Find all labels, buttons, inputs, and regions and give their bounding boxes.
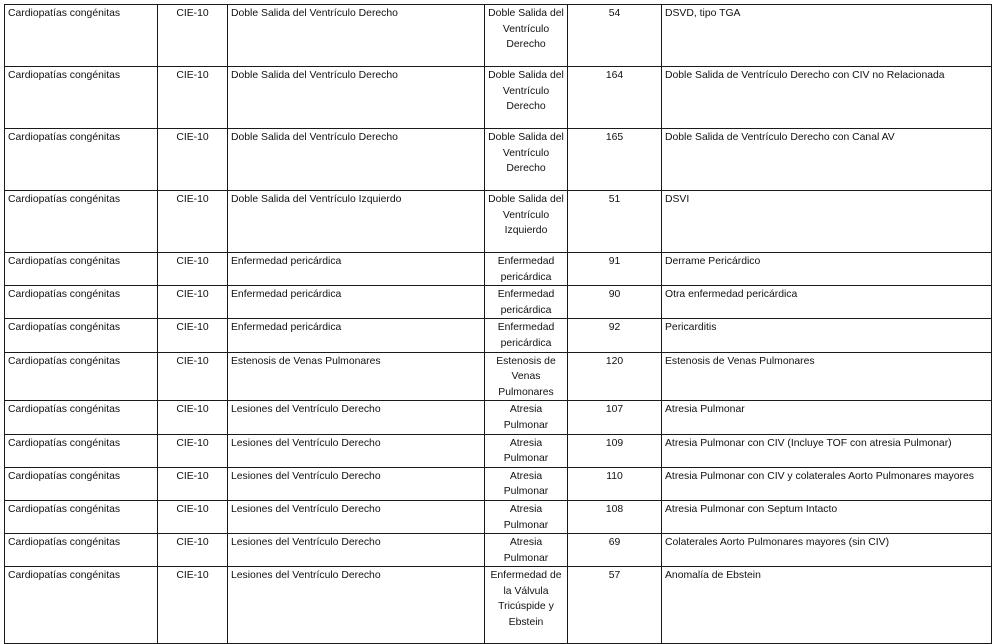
subcategory-cell: Enfermedad pericárdica [485,286,568,319]
group-cell: Cardiopatías congénitas [5,191,158,253]
code-system-cell: CIE-10 [158,534,228,567]
description-cell: Otra enfermedad pericárdica [662,286,992,319]
description-cell: Doble Salida de Ventrículo Derecho con CIV no Relacionada [662,67,992,129]
group-cell: Cardiopatías congénitas [5,434,158,467]
description-cell: Atresia Pulmonar con CIV y colaterales Aorto Pulmonares mayores [662,467,992,500]
subcategory-cell: Atresia Pulmonar [485,534,568,567]
subcategory-cell: Atresia Pulmonar [485,434,568,467]
code-system-cell: CIE-10 [158,129,228,191]
code-cell: 120 [568,352,662,401]
category-cell: Doble Salida del Ventrículo Derecho [228,5,485,67]
code-cell: 51 [568,191,662,253]
diagnosis-table [4,4,992,644]
table-row [5,191,992,253]
subcategory-cell: Enfermedad de la Válvula Tricúspide y Ebstein [485,567,568,644]
group-cell: Cardiopatías congénitas [5,467,158,500]
subcategory-cell: Doble Salida del Ventrículo Derecho [485,129,568,191]
code-cell: 54 [568,5,662,67]
code-cell: 109 [568,434,662,467]
table-row [5,467,992,500]
description-cell: Doble Salida de Ventrículo Derecho con Canal AV [662,129,992,191]
code-cell: 91 [568,253,662,286]
subcategory-cell: Doble Salida del Ventrículo Izquierdo [485,191,568,253]
group-cell: Cardiopatías congénitas [5,253,158,286]
category-cell: Doble Salida del Ventrículo Derecho [228,67,485,129]
subcategory-cell: Doble Salida del Ventrículo Derecho [485,67,568,129]
group-cell: Cardiopatías congénitas [5,286,158,319]
code-system-cell: CIE-10 [158,401,228,434]
subcategory-cell: Enfermedad pericárdica [485,253,568,286]
description-cell: Colaterales Aorto Pulmonares mayores (sin CIV) [662,534,992,567]
code-system-cell: CIE-10 [158,352,228,401]
group-cell: Cardiopatías congénitas [5,5,158,67]
group-cell: Cardiopatías congénitas [5,67,158,129]
code-system-cell: CIE-10 [158,5,228,67]
table-row [5,253,992,286]
category-cell: Lesiones del Ventrículo Derecho [228,567,485,644]
category-cell: Estenosis de Venas Pulmonares [228,352,485,401]
category-cell: Lesiones del Ventrículo Derecho [228,500,485,533]
subcategory-cell: Atresia Pulmonar [485,401,568,434]
category-cell: Lesiones del Ventrículo Derecho [228,401,485,434]
group-cell: Cardiopatías congénitas [5,500,158,533]
subcategory-cell: Estenosis de Venas Pulmonares [485,352,568,401]
code-cell: 90 [568,286,662,319]
table-row [5,319,992,352]
code-cell: 57 [568,567,662,644]
code-cell: 107 [568,401,662,434]
code-system-cell: CIE-10 [158,191,228,253]
description-cell: DSVI [662,191,992,253]
code-cell: 108 [568,500,662,533]
category-cell: Doble Salida del Ventrículo Derecho [228,129,485,191]
table-row [5,500,992,533]
table-row [5,129,992,191]
group-cell: Cardiopatías congénitas [5,567,158,644]
code-system-cell: CIE-10 [158,253,228,286]
code-system-cell: CIE-10 [158,500,228,533]
category-cell: Enfermedad pericárdica [228,253,485,286]
table-row [5,286,992,319]
description-cell: Atresia Pulmonar con Septum Intacto [662,500,992,533]
code-system-cell: CIE-10 [158,319,228,352]
description-cell: Atresia Pulmonar [662,401,992,434]
category-cell: Enfermedad pericárdica [228,319,485,352]
category-cell: Lesiones del Ventrículo Derecho [228,467,485,500]
code-system-cell: CIE-10 [158,286,228,319]
code-cell: 164 [568,67,662,129]
code-system-cell: CIE-10 [158,467,228,500]
code-system-cell: CIE-10 [158,567,228,644]
table-row [5,352,992,401]
subcategory-cell: Enfermedad pericárdica [485,319,568,352]
description-cell: Atresia Pulmonar con CIV (Incluye TOF con atresia Pulmonar) [662,434,992,467]
group-cell: Cardiopatías congénitas [5,129,158,191]
code-system-cell: CIE-10 [158,67,228,129]
description-cell: Pericarditis [662,319,992,352]
group-cell: Cardiopatías congénitas [5,534,158,567]
description-cell: DSVD, tipo TGA [662,5,992,67]
subcategory-cell: Doble Salida del Ventrículo Derecho [485,5,568,67]
code-system-cell: CIE-10 [158,434,228,467]
description-cell: Anomalía de Ebstein [662,567,992,644]
category-cell: Lesiones del Ventrículo Derecho [228,534,485,567]
table-row [5,5,992,67]
category-cell: Doble Salida del Ventrículo Izquierdo [228,191,485,253]
description-cell: Derrame Pericárdico [662,253,992,286]
code-cell: 165 [568,129,662,191]
subcategory-cell: Atresia Pulmonar [485,500,568,533]
subcategory-cell: Atresia Pulmonar [485,467,568,500]
table-row [5,67,992,129]
code-cell: 69 [568,534,662,567]
table-row [5,401,992,434]
group-cell: Cardiopatías congénitas [5,352,158,401]
table-row [5,534,992,567]
code-cell: 92 [568,319,662,352]
description-cell: Estenosis de Venas Pulmonares [662,352,992,401]
group-cell: Cardiopatías congénitas [5,319,158,352]
group-cell: Cardiopatías congénitas [5,401,158,434]
table-row [5,567,992,644]
table-body [5,5,992,644]
code-cell: 110 [568,467,662,500]
category-cell: Enfermedad pericárdica [228,286,485,319]
category-cell: Lesiones del Ventrículo Derecho [228,434,485,467]
table-row [5,434,992,467]
